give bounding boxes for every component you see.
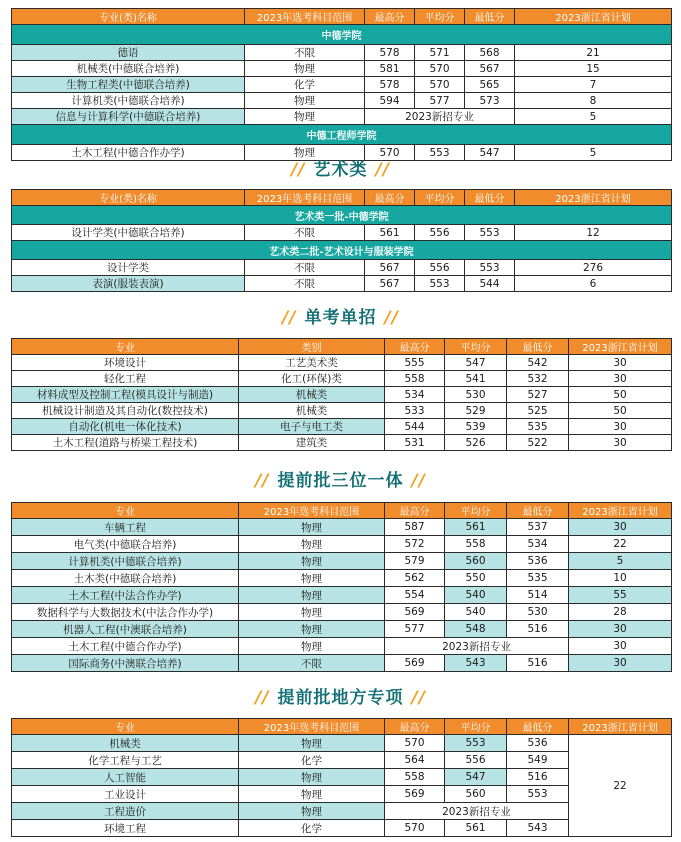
cell: 物理 <box>239 621 385 638</box>
cell: 536 <box>507 735 569 752</box>
header-cell: 2023浙江省计划 <box>515 190 672 206</box>
header-cell: 2023浙江省计划 <box>515 9 672 25</box>
section-title-text: 单考单招 <box>304 308 377 328</box>
cell: 电子与电工类 <box>239 419 385 435</box>
cell: 30 <box>569 519 672 536</box>
cell: 土木类(中德联合培养) <box>12 570 239 587</box>
cell: 553 <box>445 735 507 752</box>
cell: 5 <box>515 109 672 125</box>
cell: 516 <box>507 769 569 786</box>
cell: 561 <box>365 225 415 241</box>
cell: 547 <box>465 145 515 161</box>
cell: 573 <box>465 93 515 109</box>
cell: 556 <box>415 260 465 276</box>
cell: 22 <box>569 536 672 553</box>
cell: 540 <box>445 587 507 604</box>
cell: 560 <box>445 786 507 803</box>
cell: 558 <box>385 769 445 786</box>
section-mark-icon: // <box>411 688 426 708</box>
table-row <box>12 77 672 93</box>
cell: 530 <box>507 604 569 621</box>
cell: 525 <box>507 403 569 419</box>
cell: 578 <box>365 77 415 93</box>
cell: 环境设计 <box>12 355 239 371</box>
cell: 569 <box>385 655 445 672</box>
cell: 547 <box>445 355 507 371</box>
section-mark-icon: // <box>282 308 297 328</box>
section-mark-icon: // <box>411 471 426 491</box>
cell: 建筑类 <box>239 435 385 451</box>
cell: 50 <box>569 403 672 419</box>
cell: 560 <box>445 553 507 570</box>
cell: 570 <box>365 145 415 161</box>
cell: 579 <box>385 553 445 570</box>
cell: 547 <box>445 769 507 786</box>
section-mark-icon: // <box>375 160 390 180</box>
table-row <box>12 570 672 587</box>
cell: 565 <box>465 77 515 93</box>
table-header <box>12 503 672 519</box>
cell: 机械类(中德联合培养) <box>12 61 245 77</box>
cell: 544 <box>385 419 445 435</box>
cell: 物理 <box>239 519 385 536</box>
section-title-local <box>0 683 681 708</box>
table-row <box>12 604 672 621</box>
cell: 542 <box>507 355 569 371</box>
cell: 信息与计算科学(中德联合培养) <box>12 109 245 125</box>
cell: 人工智能 <box>12 769 239 786</box>
cell: 581 <box>365 61 415 77</box>
section-mark-icon: // <box>255 471 270 491</box>
cell: 561 <box>445 519 507 536</box>
table-row <box>12 419 672 435</box>
section-title-text: 提前批三位一体 <box>277 471 404 491</box>
cell: 541 <box>445 371 507 387</box>
cell: 531 <box>385 435 445 451</box>
header-cell: 最高分 <box>385 503 445 519</box>
table-header <box>12 339 672 355</box>
plan-merged-cell: 22 <box>569 735 672 837</box>
cell: 21 <box>515 45 672 61</box>
header-cell: 2023浙江省计划 <box>569 503 672 519</box>
cell: 30 <box>569 355 672 371</box>
table-header <box>12 190 672 206</box>
header-cell: 平均分 <box>445 719 507 735</box>
header-cell: 最低分 <box>465 190 515 206</box>
cell: 物理 <box>239 570 385 587</box>
header-cell: 最低分 <box>507 339 569 355</box>
table-row <box>12 638 672 655</box>
cell: 物理 <box>245 93 365 109</box>
cell: 物理 <box>239 638 385 655</box>
cell: 土木工程(中德合作办学) <box>12 145 245 161</box>
header-cell: 平均分 <box>415 9 465 25</box>
cell: 8 <box>515 93 672 109</box>
section-title-text: 提前批地方专项 <box>277 688 404 708</box>
cell: 543 <box>507 820 569 837</box>
merged-note: 2023新招专业 <box>385 638 569 655</box>
cell: 570 <box>415 77 465 93</box>
cell: 548 <box>445 621 507 638</box>
cell: 物理 <box>245 109 365 125</box>
cell: 577 <box>385 621 445 638</box>
section-title-art <box>0 155 681 180</box>
cell: 物理 <box>239 786 385 803</box>
table-row <box>12 387 672 403</box>
cell: 570 <box>385 735 445 752</box>
cell: 553 <box>415 145 465 161</box>
cell: 564 <box>385 752 445 769</box>
cell: 数据科学与大数据技术(中法合作办学) <box>12 604 239 621</box>
cell: 28 <box>569 604 672 621</box>
cell: 50 <box>569 387 672 403</box>
cell: 6 <box>515 276 672 292</box>
cell: 工艺美术类 <box>239 355 385 371</box>
cell: 不限 <box>245 276 365 292</box>
cell: 535 <box>507 570 569 587</box>
group-row <box>12 206 672 225</box>
cell: 土木工程(道路与桥梁工程技术) <box>12 435 239 451</box>
cell: 不限 <box>245 225 365 241</box>
section-title-single <box>0 303 681 328</box>
header-cell: 平均分 <box>415 190 465 206</box>
cell: 30 <box>569 371 672 387</box>
cell: 物理 <box>239 604 385 621</box>
cell: 7 <box>515 77 672 93</box>
table-row <box>12 355 672 371</box>
header-cell: 2023浙江省计划 <box>569 719 672 735</box>
table-row <box>12 587 672 604</box>
cell: 558 <box>385 371 445 387</box>
cell: 526 <box>445 435 507 451</box>
header-cell: 最高分 <box>385 339 445 355</box>
cell: 电气类(中德联合培养) <box>12 536 239 553</box>
cell: 土木工程(中德合作办学) <box>12 638 239 655</box>
merged-note: 2023新招专业 <box>385 803 569 820</box>
cell: 558 <box>445 536 507 553</box>
table-zhongde <box>11 8 672 161</box>
cell: 机械类 <box>12 735 239 752</box>
header-cell: 专业(类)名称 <box>12 9 245 25</box>
cell: 568 <box>465 45 515 61</box>
cell: 30 <box>569 435 672 451</box>
cell: 553 <box>415 276 465 292</box>
cell: 55 <box>569 587 672 604</box>
cell: 计算机类(中德联合培养) <box>12 93 245 109</box>
header-cell: 2023年选考科目范围 <box>239 719 385 735</box>
cell: 540 <box>445 604 507 621</box>
table-art <box>11 189 672 292</box>
cell: 534 <box>507 536 569 553</box>
cell: 国际商务(中澳联合培养) <box>12 655 239 672</box>
cell: 不限 <box>245 45 365 61</box>
table-row <box>12 225 672 241</box>
cell: 车辆工程 <box>12 519 239 536</box>
header-cell: 最低分 <box>507 503 569 519</box>
group-title: 艺术类一批-中德学院 <box>12 206 672 225</box>
cell: 物理 <box>239 553 385 570</box>
cell: 537 <box>507 519 569 536</box>
cell: 不限 <box>239 655 385 672</box>
cell: 550 <box>445 570 507 587</box>
cell: 570 <box>385 820 445 837</box>
cell: 556 <box>415 225 465 241</box>
cell: 机械设计制造及其自动化(数控技术) <box>12 403 239 419</box>
header-cell: 专业 <box>12 719 239 735</box>
cell: 535 <box>507 419 569 435</box>
header-cell: 专业(类)名称 <box>12 190 245 206</box>
cell: 571 <box>415 45 465 61</box>
cell: 570 <box>415 61 465 77</box>
cell: 561 <box>445 820 507 837</box>
table-row <box>12 655 672 672</box>
header-cell: 最低分 <box>507 719 569 735</box>
merged-note: 2023新招专业 <box>365 109 515 125</box>
cell: 536 <box>507 553 569 570</box>
table-header <box>12 9 672 25</box>
cell: 553 <box>465 260 515 276</box>
cell: 553 <box>507 786 569 803</box>
cell: 567 <box>465 61 515 77</box>
cell: 化工(环保)类 <box>239 371 385 387</box>
section-mark-icon: // <box>384 308 399 328</box>
header-cell: 专业 <box>12 503 239 519</box>
cell: 德语 <box>12 45 245 61</box>
header-cell: 最低分 <box>465 9 515 25</box>
cell: 设计学类 <box>12 260 245 276</box>
cell: 533 <box>385 403 445 419</box>
cell: 轻化工程 <box>12 371 239 387</box>
cell: 5 <box>569 553 672 570</box>
cell: 30 <box>569 638 672 655</box>
table-row <box>12 45 672 61</box>
cell: 物理 <box>245 61 365 77</box>
table-row <box>12 260 672 276</box>
cell: 556 <box>445 752 507 769</box>
header-cell: 2023浙江省计划 <box>569 339 672 355</box>
cell: 材料成型及控制工程(模具设计与制造) <box>12 387 239 403</box>
cell: 594 <box>365 93 415 109</box>
cell: 机械类 <box>239 387 385 403</box>
cell: 化学 <box>239 752 385 769</box>
cell: 30 <box>569 419 672 435</box>
cell: 567 <box>365 260 415 276</box>
cell: 553 <box>465 225 515 241</box>
header-cell: 平均分 <box>445 503 507 519</box>
cell: 计算机类(中德联合培养) <box>12 553 239 570</box>
header-cell: 类别 <box>239 339 385 355</box>
table-row <box>12 371 672 387</box>
table-row <box>12 93 672 109</box>
cell: 环境工程 <box>12 820 239 837</box>
cell: 工程造价 <box>12 803 239 820</box>
group-title: 中德学院 <box>12 25 672 45</box>
cell: 544 <box>465 276 515 292</box>
table-row <box>12 536 672 553</box>
cell: 532 <box>507 371 569 387</box>
cell: 化学 <box>239 820 385 837</box>
cell: 机器人工程(中澳联合培养) <box>12 621 239 638</box>
cell: 工业设计 <box>12 786 239 803</box>
cell: 物理 <box>239 536 385 553</box>
cell: 物理 <box>239 587 385 604</box>
cell: 10 <box>569 570 672 587</box>
group-title: 中德工程师学院 <box>12 125 672 145</box>
table-row <box>12 61 672 77</box>
table-row <box>12 621 672 638</box>
section-title-sanwei <box>0 466 681 491</box>
cell: 530 <box>445 387 507 403</box>
cell: 569 <box>385 604 445 621</box>
header-cell: 平均分 <box>445 339 507 355</box>
cell: 567 <box>365 276 415 292</box>
cell: 表演(服装表演) <box>12 276 245 292</box>
table-row <box>12 553 672 570</box>
cell: 化学 <box>245 77 365 93</box>
cell: 15 <box>515 61 672 77</box>
table-single <box>11 338 672 451</box>
cell: 物理 <box>245 145 365 161</box>
group-row <box>12 25 672 45</box>
header-cell: 2023年选考科目范围 <box>245 9 365 25</box>
cell: 572 <box>385 536 445 553</box>
cell: 534 <box>385 387 445 403</box>
table-row <box>12 403 672 419</box>
cell: 516 <box>507 621 569 638</box>
cell: 587 <box>385 519 445 536</box>
cell: 514 <box>507 587 569 604</box>
header-cell: 2023年选考科目范围 <box>245 190 365 206</box>
header-cell: 2023年选考科目范围 <box>239 503 385 519</box>
cell: 562 <box>385 570 445 587</box>
cell: 自动化(机电一体化技术) <box>12 419 239 435</box>
group-row <box>12 241 672 260</box>
cell: 12 <box>515 225 672 241</box>
header-cell: 专业 <box>12 339 239 355</box>
header-cell: 最高分 <box>365 190 415 206</box>
cell: 机械类 <box>239 403 385 419</box>
cell: 578 <box>365 45 415 61</box>
cell: 物理 <box>239 803 385 820</box>
table-header <box>12 719 672 735</box>
cell: 生物工程类(中德联合培养) <box>12 77 245 93</box>
cell: 549 <box>507 752 569 769</box>
cell: 555 <box>385 355 445 371</box>
table-row <box>12 276 672 292</box>
cell: 522 <box>507 435 569 451</box>
table-row <box>12 519 672 536</box>
cell: 不限 <box>245 260 365 276</box>
cell: 554 <box>385 587 445 604</box>
cell: 516 <box>507 655 569 672</box>
table-row <box>12 435 672 451</box>
cell: 物理 <box>239 769 385 786</box>
cell: 5 <box>515 145 672 161</box>
cell: 276 <box>515 260 672 276</box>
table-local <box>11 718 672 837</box>
cell: 设计学类(中德联合培养) <box>12 225 245 241</box>
cell: 543 <box>445 655 507 672</box>
group-title: 艺术类二批-艺术设计与服装学院 <box>12 241 672 260</box>
group-row <box>12 125 672 145</box>
cell: 物理 <box>239 735 385 752</box>
cell: 539 <box>445 419 507 435</box>
section-title-text: 艺术类 <box>313 160 368 180</box>
section-mark-icon: // <box>291 160 306 180</box>
cell: 化学工程与工艺 <box>12 752 239 769</box>
cell: 569 <box>385 786 445 803</box>
table-row <box>12 109 672 125</box>
cell: 577 <box>415 93 465 109</box>
cell: 529 <box>445 403 507 419</box>
cell: 土木工程(中法合作办学) <box>12 587 239 604</box>
cell: 30 <box>569 621 672 638</box>
table-sanwei <box>11 502 672 672</box>
section-mark-icon: // <box>255 688 270 708</box>
header-cell: 最高分 <box>365 9 415 25</box>
header-cell: 最高分 <box>385 719 445 735</box>
cell: 527 <box>507 387 569 403</box>
cell: 30 <box>569 655 672 672</box>
table-row <box>12 735 672 752</box>
